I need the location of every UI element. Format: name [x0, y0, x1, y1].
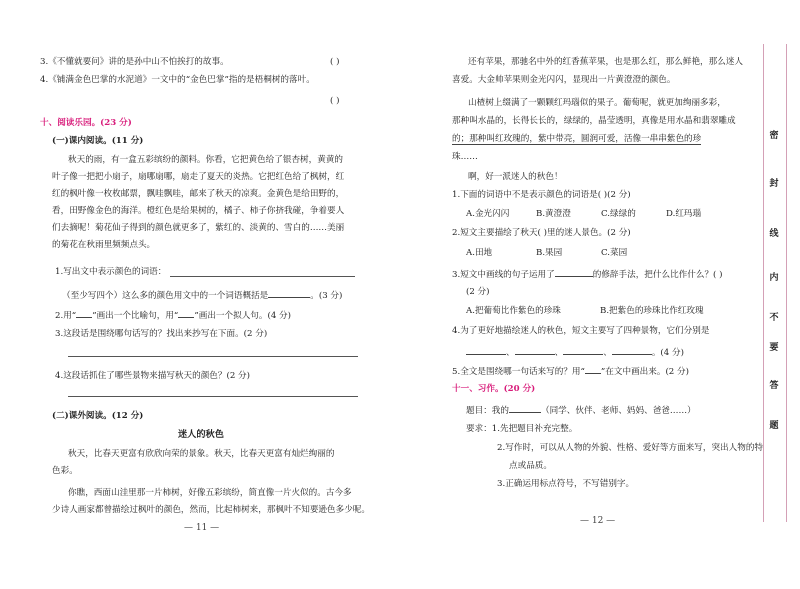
answer-blank[interactable] — [466, 345, 506, 355]
strip-char: 线 — [769, 229, 779, 239]
p2-line: 色彩。 — [52, 466, 78, 476]
answer-line[interactable] — [68, 396, 358, 397]
p1-line: 秋天的雨，有一盒五彩缤纷的颜料。你看，它把黄色给了银杏树，黄黄的 — [68, 155, 344, 165]
answer-blank[interactable] — [515, 345, 555, 355]
r-q1-option-c[interactable]: C.绿绿的 — [601, 209, 636, 219]
r-q3-score: (2 分) — [466, 287, 490, 297]
underlined-sentence: 的；那种叫红玫瑰的，紫中带亮，圆润可爱，活像一串串紫色的珍 — [452, 134, 702, 144]
r-q2-option-a[interactable]: A.田地 — [466, 248, 493, 258]
answer-blank[interactable] — [555, 267, 593, 277]
p1-line: 看，田野像金色的海洋。橙红色是给果树的，橘子、柿子你挤我碰，争着要人 — [52, 206, 345, 216]
r-q1-option-b[interactable]: B.黄澄澄 — [536, 209, 571, 219]
p1-line: 们去摘呢！菊花仙子得到的颜色就更多了，紫红的、淡黄的、雪白的……美丽 — [52, 223, 345, 233]
strip-char: 不 — [769, 313, 779, 323]
r-q2-option-c[interactable]: C.菜园 — [601, 248, 628, 258]
p2-cont-line: 那种叫水晶的，长得长长的，绿绿的，晶莹透明，真像是用水晶和翡翠雕成 — [452, 116, 736, 126]
p1-line: 红的枫叶像一枚枚邮票，飘哇飘哇，邮来了秋天的凉爽。金黄色是给田野的， — [52, 189, 345, 199]
p2-cont-line: 珠…… — [452, 152, 478, 162]
answer-blank[interactable] — [563, 345, 603, 355]
r-question-5: 5.全文是围绕哪一句话来写的？用“ ”在文中画出来。(2 分) — [452, 364, 689, 378]
left-q3: 3.《不懂就要问》讲的是孙中山不怕挨打的故事。 — [40, 57, 229, 67]
left-q4: 4.《铺满金色巴掌的水泥道》一文中的“金色巴掌”指的是梧桐树的落叶。 — [40, 75, 315, 85]
r-q2-option-b[interactable]: B.果园 — [536, 248, 563, 258]
answer-blank[interactable] — [612, 345, 652, 355]
strip-char: 答 — [769, 381, 779, 391]
part2-title: (二)课外阅读。(12 分) — [52, 411, 144, 421]
r-question-1: 1.下面的词语中不是表示颜色的词语是( )(2 分) — [452, 190, 631, 200]
p2-cont-line: 啊，好一派迷人的秋色！ — [468, 172, 563, 182]
topic-blank[interactable] — [509, 403, 541, 413]
p2-cont-line: 喜爱。大金帅苹果则金光闪闪，显现出一片黄澄澄的颜色。 — [452, 75, 676, 85]
p2-line: 你瞧，西面山洼里那一片柿树，好像五彩缤纷，简直像一片火似的。古今多 — [68, 488, 352, 498]
answer-line[interactable] — [68, 356, 358, 357]
r-q3-option-a[interactable]: A.把葡萄比作紫色的珍珠 — [466, 306, 561, 316]
part1-title: (一)课内阅读。(11 分) — [52, 136, 144, 146]
p2-line: 秋天，比春天更富有欣欣向荣的景象。秋天，比春天更富有灿烂绚丽的 — [68, 449, 335, 459]
r-q4-answer: 、 、 、 。(4 分) — [466, 345, 684, 359]
p1-line: 的菊花在秋雨里频频点头。 — [52, 240, 156, 250]
underline-mark-blank — [76, 308, 92, 318]
r-q1-option-d[interactable]: D.红玛瑙 — [666, 209, 702, 219]
p1-question-1: 1.写出文中表示颜色的词语： — [55, 267, 167, 277]
p1-question-3: 3.这段话是围绕哪句话写的？找出来抄写在下面。(2 分) — [55, 329, 268, 339]
section-10-title: 十、阅读乐园。(23 分) — [40, 118, 132, 128]
requirement-3: 3.正确运用标点符号，不写错别字。 — [497, 479, 635, 489]
underline-mark-blank — [178, 308, 194, 318]
strip-char: 封 — [769, 179, 779, 189]
composition-topic: 题目：我的 （同学、伙伴、老师、妈妈、爸爸……） — [466, 403, 696, 417]
strip-char: 内 — [769, 273, 779, 283]
requirement-1: 要求：1.先把题目补充完整。 — [466, 424, 578, 434]
answer-paren[interactable]: ( ) — [330, 57, 340, 67]
p2-cont-line: 山楂树上缀满了一颗颗红玛瑙似的果子。葡萄呢，就更加绚丽多彩， — [468, 98, 726, 108]
r-question-3: 3.短文中画线的句子运用了 的修辞手法，把什么比作什么？( ) — [452, 267, 723, 281]
binding-strip — [763, 44, 787, 522]
p1-question-2: 2.用“ ”画出一个比喻句，用“ ”画出一个拟人句。(4 分) — [55, 308, 291, 322]
requirement-2-cont: 点或品质。 — [509, 461, 552, 471]
p1-question-1b: （至少写四个）这么多的颜色用文中的一个词语概括是 。(3 分) — [62, 288, 342, 302]
strip-char: 要 — [769, 343, 779, 353]
p1-question-4: 4.这段话抓住了哪些景物来描写秋天的颜色？(2 分) — [55, 371, 250, 381]
page-number-left: — 11 — — [184, 523, 220, 533]
p1-line: 叶子像一把把小扇子，扇哪扇哪，扇走了夏天的炎热。它把红色给了枫树，红 — [52, 172, 345, 182]
strip-char: 密 — [769, 131, 779, 141]
article-title: 迷人的秋色 — [178, 429, 224, 440]
answer-blank[interactable] — [268, 288, 310, 298]
underline-mark-blank — [585, 364, 601, 374]
page-number-right: — 12 — — [580, 516, 616, 526]
strip-char: 题 — [769, 421, 779, 431]
answer-paren[interactable]: ( ) — [330, 96, 340, 106]
p2-line: 少诗人画家都曾描绘过枫叶的颜色，然而，比起柿树来，那枫叶不知要逊色多少呢。 — [52, 505, 370, 515]
answer-line[interactable] — [170, 276, 355, 277]
r-q1-option-a[interactable]: A.金光闪闪 — [466, 209, 510, 219]
r-question-2: 2.短文主要描绘了秋天( )里的迷人景色。(2 分) — [452, 228, 631, 238]
p2-cont-line: 还有苹果，那驰名中外的红香蕉苹果，也是那么红，那么鲜艳，那么迷人 — [468, 57, 744, 67]
section-11-title: 十一、习作。(20 分) — [452, 384, 536, 394]
requirement-2: 2.写作时，可以从人物的外貌、性格、爱好等方面来写，突出人物的特 — [497, 443, 764, 453]
r-q3-option-b[interactable]: B.把紫色的珍珠比作红玫瑰 — [600, 306, 704, 316]
r-question-4: 4.为了更好地描绘迷人的秋色，短文主要写了四种景物，它们分别是 — [452, 326, 710, 336]
